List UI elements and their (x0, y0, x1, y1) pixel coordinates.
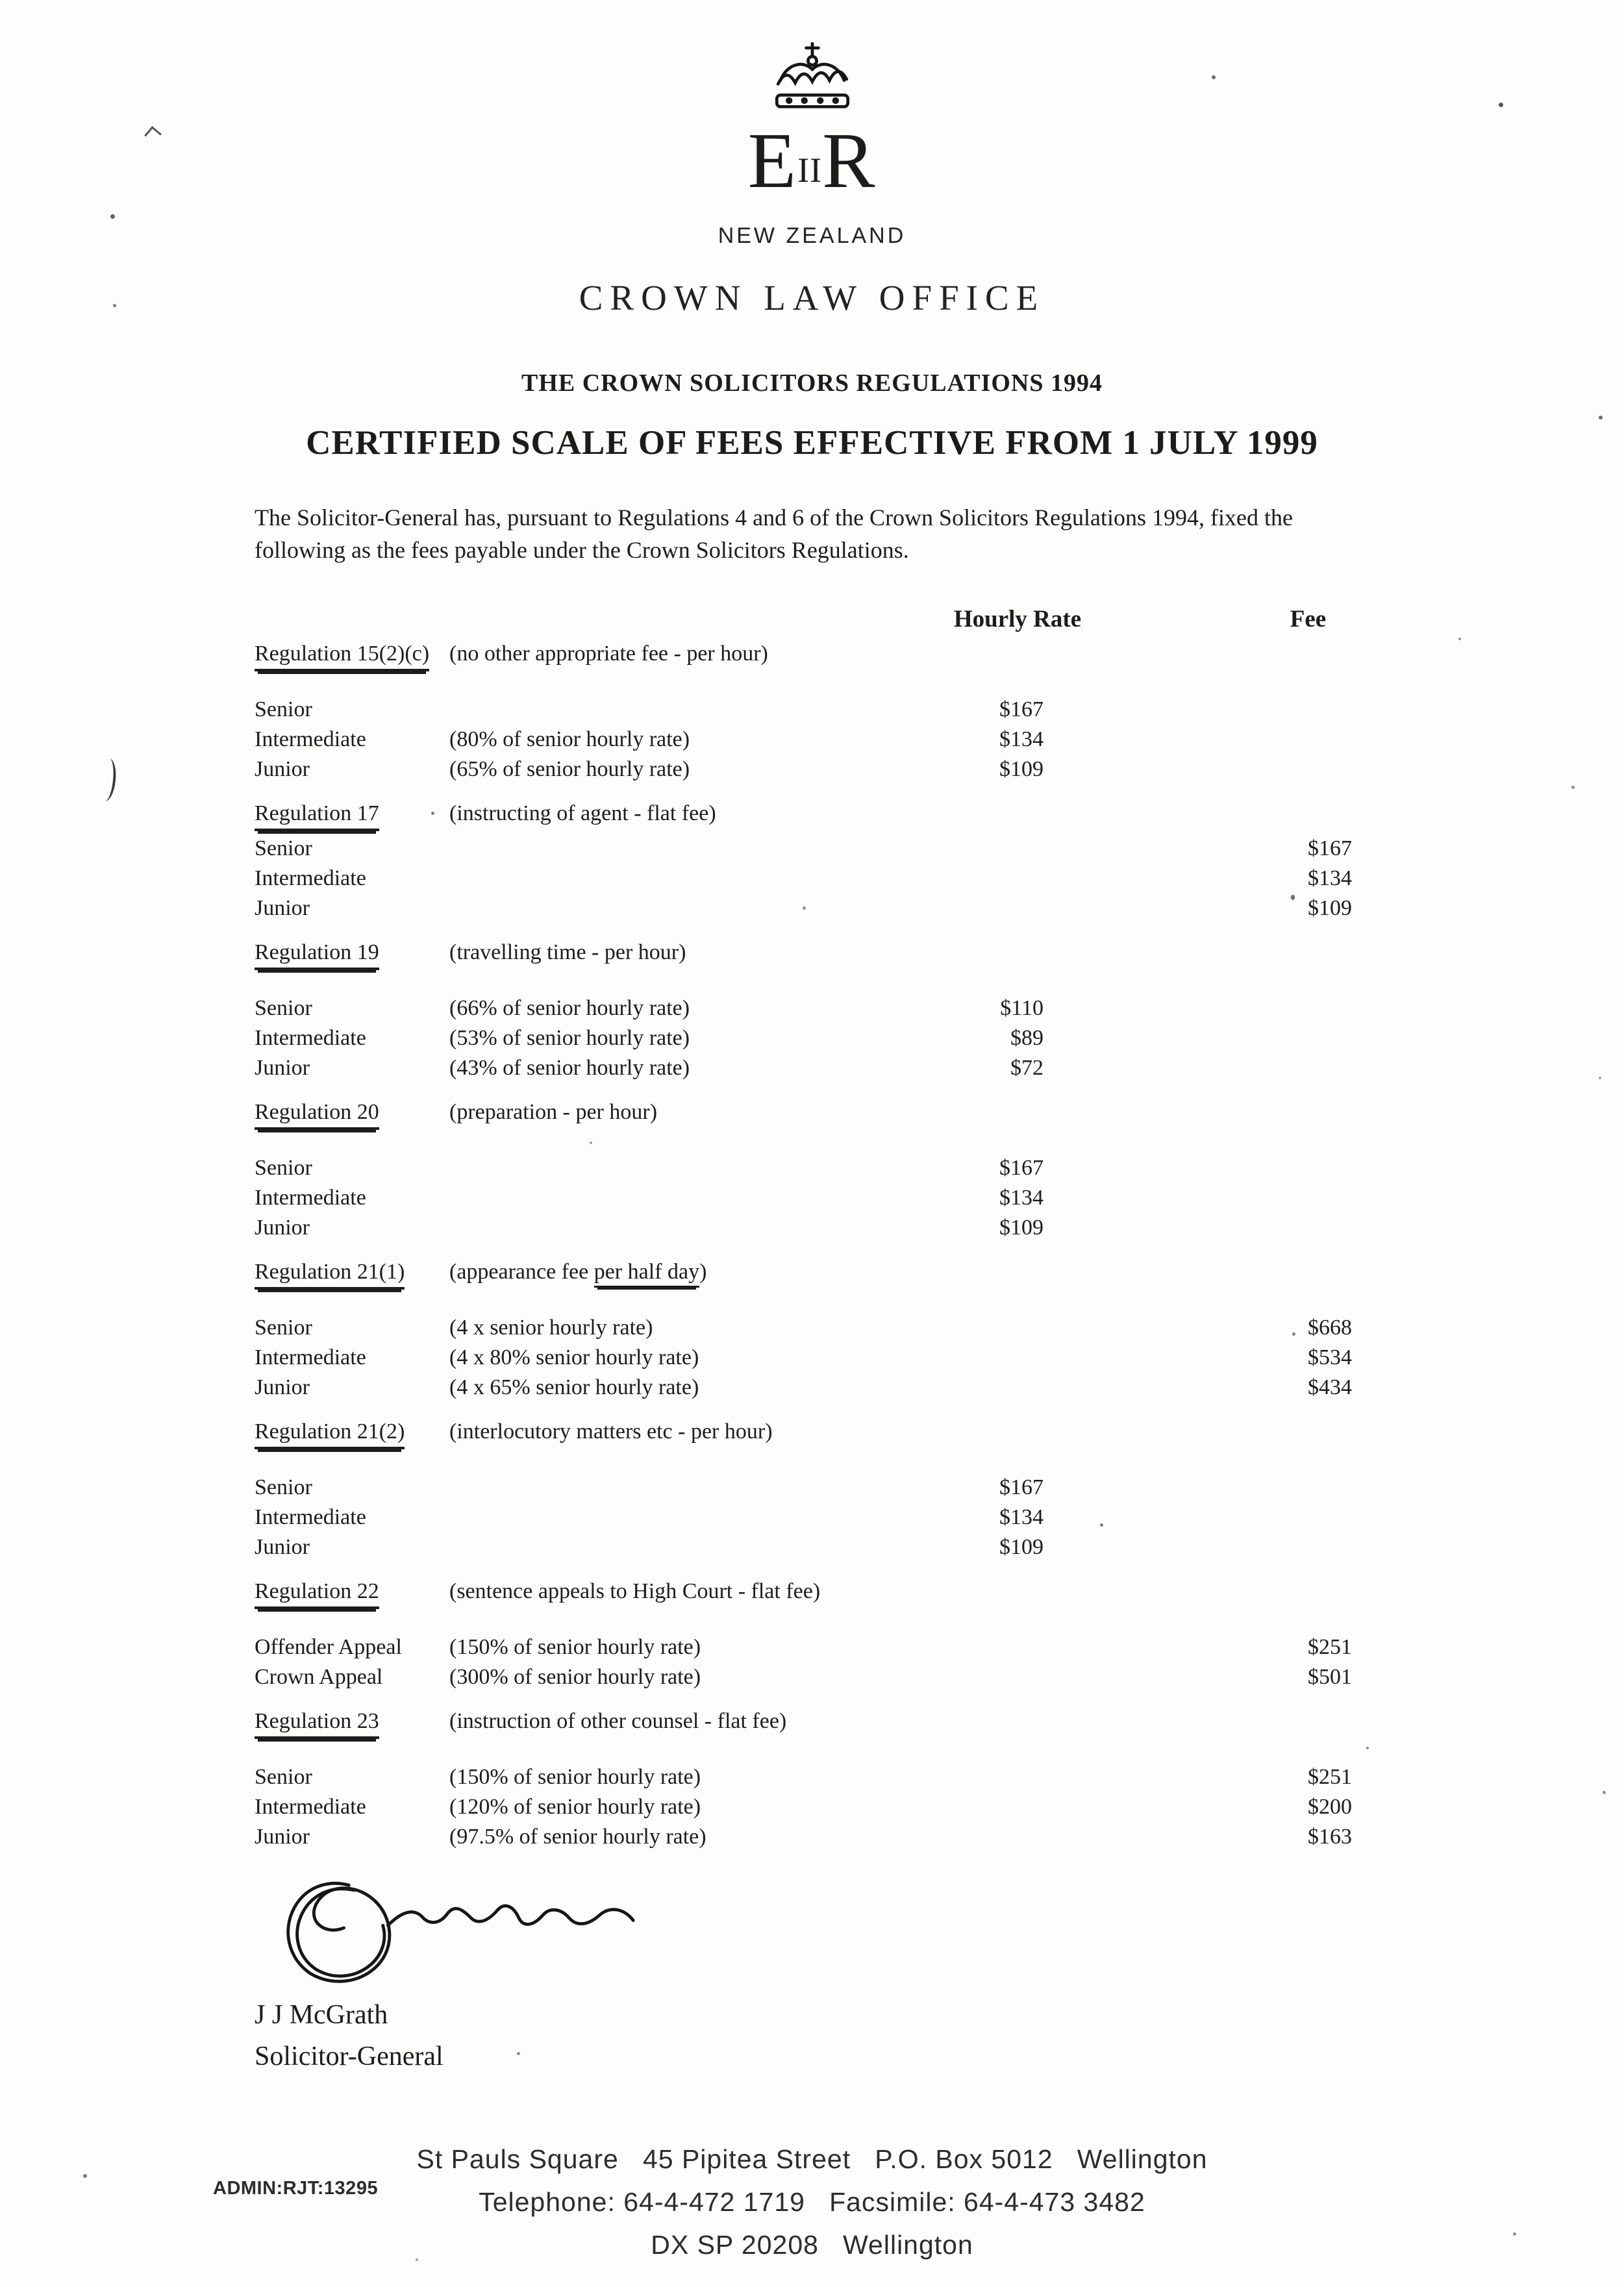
fee-row (255, 1505, 1371, 1535)
scan-speck (416, 2258, 418, 2261)
scan-speck (1599, 416, 1603, 419)
regulation-heading (255, 1579, 1371, 1609)
office-title: CROWN LAW OFFICE (579, 278, 1045, 318)
rate-basis-detail: (4 x 80% senior hourly rate) (449, 1345, 699, 1369)
hourly-rate-value: $89 (1010, 1026, 1043, 1050)
role-label: Senior (255, 1475, 312, 1499)
regulation-label: Regulation 17 (255, 801, 379, 831)
rate-basis-detail: (150% of senior hourly rate) (449, 1765, 701, 1789)
fee-value: $434 (1308, 1375, 1352, 1399)
role-label: Senior (255, 1316, 312, 1340)
scan-speck (1499, 103, 1503, 107)
section-rows (255, 1156, 1371, 1245)
role-label: Crown Appeal (255, 1665, 383, 1689)
description-text: (no other appropriate fee - per hour) (449, 642, 768, 666)
fee-row (255, 1765, 1371, 1795)
hourly-rate-value: $109 (999, 1535, 1043, 1559)
fee-value: $668 (1308, 1316, 1352, 1340)
section-rows (255, 1475, 1371, 1565)
role-label: Intermediate (255, 727, 366, 751)
fee-row (255, 1156, 1371, 1186)
regulation-heading (255, 1419, 1371, 1449)
description-text: (travelling time - per hour) (449, 940, 686, 964)
fee-row (255, 757, 1371, 787)
description-text: (sentence appeals to High Court - flat fee) (449, 1579, 821, 1603)
signature-icon (255, 1865, 657, 1992)
regulation-description (449, 642, 768, 666)
scan-speck (517, 2052, 520, 2055)
regulation-label: Regulation 20 (255, 1100, 379, 1130)
admin-reference: ADMIN:RJT:13295 (213, 2178, 379, 2199)
fee-row (255, 1475, 1371, 1505)
regulation-heading (255, 642, 1371, 671)
crown-icon (769, 38, 855, 118)
fee-row (255, 1635, 1371, 1665)
signatory-name: J J McGrath (255, 2000, 388, 2030)
signature-block (255, 1865, 657, 2072)
regulation-section (255, 1709, 1371, 1855)
fee-value: $534 (1308, 1345, 1352, 1369)
signatory-role: Solicitor-General (255, 2042, 443, 2071)
fee-row (255, 1795, 1371, 1825)
rate-basis-detail: (300% of senior hourly rate) (449, 1665, 701, 1689)
hourly-rate-value: $167 (999, 1156, 1043, 1180)
regulation-label: Regulation 15(2)(c) (255, 642, 429, 671)
scan-speck (1571, 786, 1575, 789)
fee-row (255, 1345, 1371, 1375)
role-label: Junior (255, 757, 310, 781)
description-text: (instruction of other counsel - flat fee) (449, 1709, 787, 1733)
description-underlined-text: per half day (594, 1260, 699, 1288)
regulation-description (449, 1419, 773, 1444)
column-headers (255, 605, 1371, 642)
footer-dx-line: DX SP 20208 Wellington (651, 2230, 973, 2260)
fee-row (255, 1186, 1371, 1216)
regulation-label: Regulation 19 (255, 940, 379, 970)
fee-row (255, 1825, 1371, 1855)
footer-phone-line: Telephone: 64-4-472 1719 Facsimile: 64-4-473 3482 (479, 2187, 1145, 2217)
intro-paragraph (255, 501, 1514, 566)
section-rows (255, 1635, 1371, 1695)
fee-row (255, 1535, 1371, 1565)
rate-basis-detail: (43% of senior hourly rate) (449, 1056, 690, 1080)
scan-speck (1603, 1791, 1606, 1794)
description-text: (interlocutory matters etc - per hour) (449, 1419, 773, 1443)
fee-row (255, 866, 1371, 896)
role-label: Senior (255, 836, 312, 860)
regulation-description (449, 1100, 657, 1125)
description-text: ) (699, 1260, 707, 1284)
regulation-heading (255, 1709, 1371, 1739)
scan-speck (1513, 2232, 1516, 2236)
regulation-description (449, 1579, 820, 1604)
hourly-rate-value: $109 (999, 757, 1043, 781)
fee-value: $251 (1308, 1765, 1352, 1789)
regulation-label: Regulation 23 (255, 1709, 379, 1739)
cypher-r: R (822, 117, 877, 205)
regulation-heading (255, 1260, 1371, 1290)
role-label: Senior (255, 1156, 312, 1180)
intro-line-2: following as the fees payable under the Crown Solicitors Regulations. (255, 537, 909, 563)
scan-speck (1292, 1332, 1295, 1336)
fee-value: $163 (1308, 1825, 1352, 1849)
fee-value: $501 (1308, 1665, 1352, 1689)
regulation-section (255, 1579, 1371, 1695)
section-rows (255, 996, 1371, 1086)
rate-basis-detail: (66% of senior hourly rate) (449, 996, 690, 1020)
fee-row (255, 1056, 1371, 1086)
scan-speck (431, 812, 434, 815)
rate-basis-detail: (120% of senior hourly rate) (449, 1795, 701, 1819)
scan-artifact (97, 758, 118, 802)
footer-address-line: St Pauls Square 45 Pipitea Street P.O. Box 5012 Wellington (416, 2144, 1208, 2174)
fee-row (255, 1665, 1371, 1695)
fee-row (255, 1316, 1371, 1345)
fee-value: $251 (1308, 1635, 1352, 1659)
role-label: Senior (255, 1765, 312, 1789)
hourly-rate-value: $72 (1010, 1056, 1043, 1080)
fee-column-header: Fee (1290, 606, 1327, 632)
fee-table-body (255, 642, 1371, 1855)
rate-basis-detail: (4 x 65% senior hourly rate) (449, 1375, 699, 1399)
regulation-description (449, 940, 686, 965)
regulation-heading (255, 801, 1371, 831)
regulation-section (255, 642, 1371, 787)
rate-basis-detail: (80% of senior hourly rate) (449, 727, 690, 751)
role-label: Junior (255, 1375, 310, 1399)
regulations-title: THE CROWN SOLICITORS REGULATIONS 1994 (521, 369, 1103, 397)
role-label: Junior (255, 1535, 310, 1559)
scan-speck (803, 906, 806, 910)
role-label: Senior (255, 996, 312, 1020)
fee-value: $109 (1308, 896, 1352, 920)
regulation-label: Regulation 21(1) (255, 1260, 405, 1290)
regulation-section (255, 1100, 1371, 1245)
fee-row (255, 1216, 1371, 1245)
regulation-label: Regulation 21(2) (255, 1419, 405, 1449)
role-label: Intermediate (255, 1505, 366, 1529)
role-label: Intermediate (255, 866, 366, 890)
role-label: Offender Appeal (255, 1635, 402, 1659)
regulation-heading (255, 940, 1371, 970)
hourly-rate-value: $134 (999, 1186, 1043, 1210)
regulation-section (255, 801, 1371, 926)
role-label: Intermediate (255, 1345, 366, 1369)
fee-value: $134 (1308, 866, 1352, 890)
role-label: Senior (255, 697, 312, 721)
regulation-section (255, 1419, 1371, 1565)
hourly-rate-value: $134 (999, 727, 1043, 751)
fee-value: $200 (1308, 1795, 1352, 1819)
intro-line-1: The Solicitor-General has, pursuant to Regulations 4 and 6 of the Crown Solicitors Regulations 1994, fixed the (255, 505, 1293, 531)
scan-speck (1212, 75, 1216, 79)
hourly-rate-value: $167 (999, 697, 1043, 721)
fee-row (255, 996, 1371, 1026)
section-rows (255, 697, 1371, 787)
role-label: Intermediate (255, 1795, 366, 1819)
regulation-section (255, 1260, 1371, 1405)
scan-speck (1291, 895, 1295, 900)
section-rows (255, 836, 1371, 926)
scan-speck (1458, 638, 1461, 640)
description-text: (appearance fee (449, 1260, 594, 1284)
scan-speck (83, 2174, 87, 2178)
rate-basis-detail: (53% of senior hourly rate) (449, 1026, 690, 1050)
rate-basis-detail: (4 x senior hourly rate) (449, 1316, 653, 1340)
scan-speck (1100, 1523, 1103, 1527)
hourly-rate-column-header: Hourly Rate (953, 606, 1082, 632)
fee-row (255, 727, 1371, 757)
regulation-description (449, 801, 716, 826)
document-title: CERTIFIED SCALE OF FEES EFFECTIVE FROM 1 JULY 1999 (306, 424, 1318, 462)
regulation-description (449, 1709, 786, 1734)
scan-speck (590, 1142, 592, 1144)
hourly-rate-value: $134 (999, 1505, 1043, 1529)
fee-row (255, 836, 1371, 866)
footer (0, 2138, 1624, 2266)
role-label: Junior (255, 1825, 310, 1849)
cypher-e: E (747, 117, 798, 205)
role-label: Junior (255, 1216, 310, 1240)
description-text: (preparation - per hour) (449, 1100, 658, 1124)
regulation-label: Regulation 22 (255, 1579, 379, 1609)
fee-row (255, 1026, 1371, 1056)
scan-speck (113, 304, 116, 307)
regulation-heading (255, 1100, 1371, 1130)
role-label: Junior (255, 1056, 310, 1080)
role-label: Intermediate (255, 1186, 366, 1210)
scan-speck (110, 214, 115, 219)
rate-basis-detail: (97.5% of senior hourly rate) (449, 1825, 706, 1849)
regulation-section (255, 940, 1371, 1086)
fee-value: $167 (1308, 836, 1352, 860)
description-text: (instructing of agent - flat fee) (449, 801, 716, 825)
scan-speck (1366, 1747, 1369, 1749)
regulation-description (449, 1260, 706, 1288)
rate-basis-detail: (65% of senior hourly rate) (449, 757, 690, 781)
hourly-rate-value: $110 (1000, 996, 1043, 1020)
fee-row (255, 697, 1371, 727)
role-label: Junior (255, 896, 310, 920)
section-rows (255, 1765, 1371, 1855)
hourly-rate-value: $109 (999, 1216, 1043, 1240)
royal-cypher (0, 117, 1624, 214)
hourly-rate-value: $167 (999, 1475, 1043, 1499)
fee-row (255, 1375, 1371, 1405)
scan-speck (1599, 1077, 1601, 1079)
rate-basis-detail: (150% of senior hourly rate) (449, 1635, 701, 1659)
country-label: NEW ZEALAND (718, 223, 906, 248)
fee-row (255, 896, 1371, 926)
section-rows (255, 1316, 1371, 1405)
fee-table (255, 605, 1371, 1869)
masthead (0, 38, 1624, 318)
cypher-ii: II (797, 151, 823, 190)
role-label: Intermediate (255, 1026, 366, 1050)
